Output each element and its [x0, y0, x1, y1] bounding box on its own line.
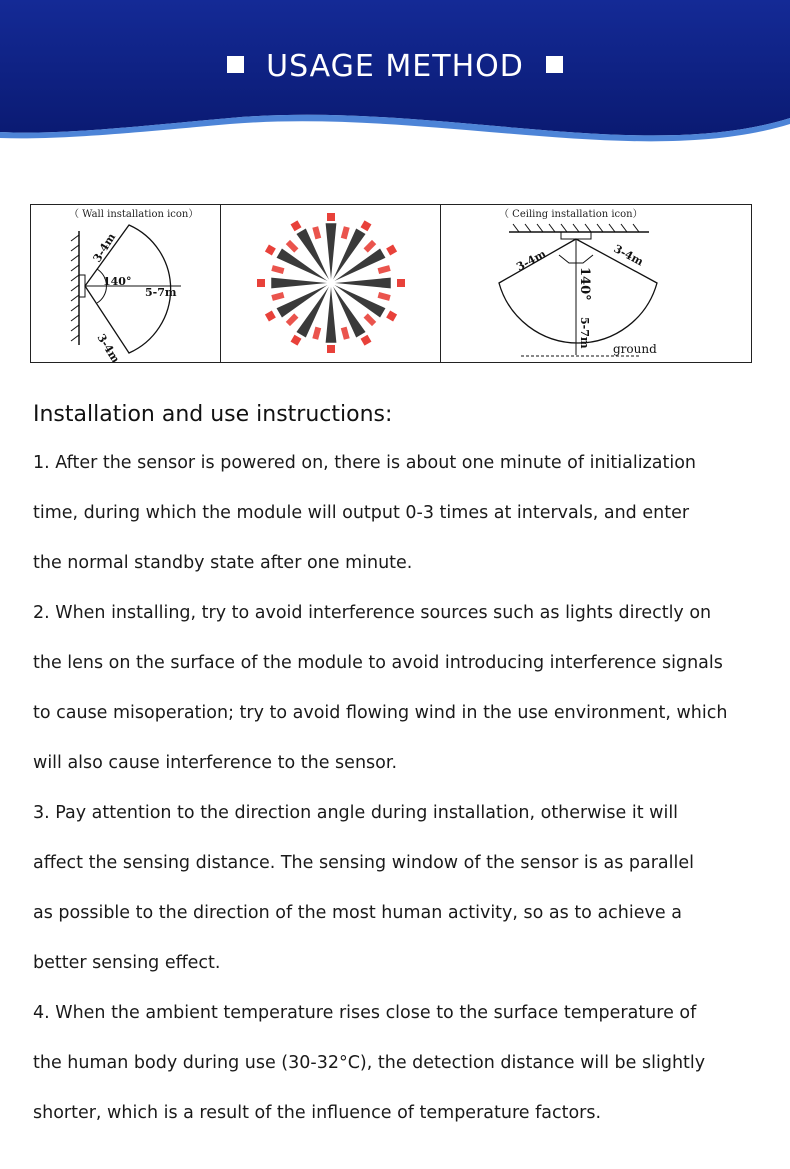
sensing-zone-marker: [341, 226, 350, 239]
sensing-zone-marker: [378, 292, 391, 301]
instruction-line: better sensing effect.: [33, 953, 221, 973]
instructions-heading: Installation and use instructions:: [33, 402, 393, 427]
sensing-zone-marker: [364, 313, 377, 326]
sensing-zone-marker: [291, 220, 302, 231]
ceiling-right-range-label: 3-4m: [611, 242, 646, 269]
sensing-zone-marker: [386, 311, 397, 322]
sensing-zone-marker: [327, 345, 335, 353]
instruction-line: shorter, which is a result of the influence of temperature factors.: [33, 1103, 602, 1123]
instruction-line: 2. When installing, try to avoid interference sources such as lights directly on: [33, 603, 712, 623]
sensing-zone-marker: [341, 327, 350, 340]
sensing-zone-marker: [257, 279, 265, 287]
sensing-zone-marker: [312, 327, 321, 340]
square-bullet-icon: [546, 56, 563, 73]
header-banner: [0, 0, 790, 160]
sensing-zone-marker: [271, 265, 284, 274]
sensing-pattern-cell: [221, 205, 441, 362]
sensing-zone-marker: [312, 226, 321, 239]
sensing-zone-marker: [364, 240, 377, 253]
ceiling-left-range-label: 3-4m: [514, 247, 549, 274]
instruction-line: time, during which the module will output 0-3 times at intervals, and enter: [33, 503, 690, 523]
sensing-zone-marker: [286, 313, 299, 326]
wall-hatch: [71, 235, 79, 341]
wall-angle-label: 140°: [103, 275, 132, 288]
ceiling-caption: （ Ceiling installation icon）: [499, 209, 643, 220]
sensing-zone-marker: [361, 220, 372, 231]
instruction-line: as possible to the direction of the most human activity, so as to achieve a: [33, 903, 682, 923]
instruction-line: 4. When the ambient temperature rises close to the surface temperature of: [33, 1003, 697, 1023]
sensing-zone-marker: [386, 245, 397, 256]
wall-near-range-top-label: 3-4m: [90, 230, 119, 265]
wall-installation-diagram: [31, 205, 221, 362]
wall-installation-cell: [31, 205, 221, 362]
sensing-zone-marker: [265, 311, 276, 322]
sensing-zone-marker: [397, 279, 405, 287]
ground-label: ground: [613, 342, 657, 356]
banner-title: USAGE METHOD: [266, 49, 524, 84]
sensing-zone-marker: [291, 335, 302, 346]
sensing-zone-marker: [271, 292, 284, 301]
wall-near-range-bottom-label: 3-4m: [94, 331, 123, 362]
sensing-ray: [326, 287, 337, 343]
wall-far-range-label: 5-7m: [145, 286, 177, 299]
installation-diagram-table: [30, 204, 752, 363]
instruction-line: the lens on the surface of the module to avoid introducing interference signals: [33, 653, 723, 673]
sensing-ray: [335, 278, 391, 289]
instruction-line: will also cause interference to the sensor.: [33, 753, 398, 773]
ceiling-installation-diagram: [441, 205, 751, 362]
wall-caption: （ Wall installation icon）: [69, 209, 199, 220]
sensing-zone-marker: [265, 245, 276, 256]
instruction-line: to cause misoperation; try to avoid flowing wind in the use environment, which: [33, 703, 728, 723]
sensing-pattern-diagram: [221, 205, 441, 362]
ceiling-angle-label: 140°: [577, 267, 592, 301]
ceiling-down-range-label: 5-7m: [578, 317, 591, 349]
ceiling-sensor-box: [561, 232, 591, 239]
instruction-line: 3. Pay attention to the direction angle during installation, otherwise it will: [33, 803, 679, 823]
instruction-line: affect the sensing distance. The sensing window of the sensor is as parallel: [33, 853, 694, 873]
sensing-ray: [326, 223, 337, 279]
square-bullet-icon: [227, 56, 244, 73]
sensing-zone-marker: [378, 265, 391, 274]
sensor-box: [79, 275, 85, 297]
sensing-zone-marker: [327, 213, 335, 221]
instruction-line: the normal standby state after one minute.: [33, 553, 413, 573]
ceiling-installation-cell: [441, 205, 751, 362]
sensing-zone-marker: [361, 335, 372, 346]
instruction-line: the human body during use (30-32°C), the detection distance will be slightly: [33, 1053, 706, 1073]
sensing-zone-marker: [286, 240, 299, 253]
instruction-line: 1. After the sensor is powered on, there is about one minute of initialization: [33, 453, 697, 473]
sensing-ray: [271, 278, 327, 289]
banner-title-row: [0, 47, 790, 87]
ceiling-hatch: [513, 224, 639, 232]
